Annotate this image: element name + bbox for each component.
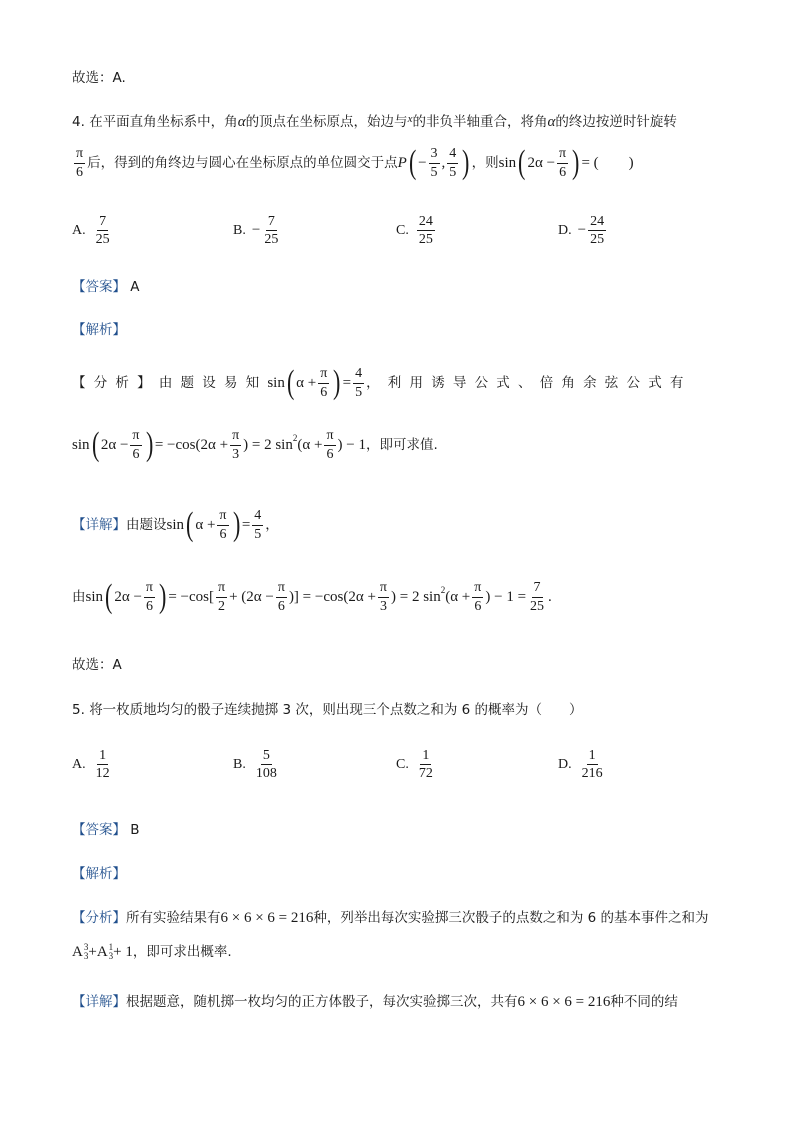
q5-option-a[interactable]: A. $\frac{1}{12}$ <box>72 748 110 782</box>
q5-option-c[interactable]: C. $\frac{1}{72}$ <box>396 748 433 782</box>
q5-xiangjie-line1: 【详解】根据题意，随机掷一枚均匀的正方体骰子，每次实验掷三次，共有6 × 6 × 6 = 216种不同的结 <box>72 994 678 1010</box>
q4-xiangjie-line1: 【详解】由题设sin( α + $\frac{\pi}{6}$ ) = $\frac{4}{5}$ ， <box>72 506 279 543</box>
q5-stem: 5. 将一枚质地均匀的骰子连续抛掷 3 次，则出现三个点数之和为 6 的概率为（ ） <box>72 702 583 718</box>
q4-option-c[interactable]: C. $\frac{24}{25}$ <box>396 214 433 248</box>
q5-option-b[interactable]: B. $\frac{5}{108}$ <box>233 748 277 782</box>
q4-fenxi-line1: 【分析】由题设易知sin( α + $\frac{\pi}{6}$ ) = $\frac{4}{5}$ ，利用诱导公式、倍角余弦公式有 <box>72 364 692 401</box>
frac-pi-6: $\frac{\pi}{6}$ <box>76 146 84 180</box>
q4-number: 4. <box>72 114 85 130</box>
q4-answer: 【答案】 A <box>72 279 140 295</box>
q4-stem-line1: 4. 在平面直角坐标系中，角α的顶点在坐标原点，始边与$^x$的非负半轴重合，将角α的终边按逆时针旋转 <box>72 113 677 130</box>
q5-analysis-heading: 【解析】 <box>72 866 126 882</box>
q4-option-b[interactable]: B. − $\frac{7}{25}$ <box>233 214 279 248</box>
q5-fenxi-line1: 【分析】所有实验结果有6 × 6 × 6 = 216种，列举出每次实验掷三次骰子的点数之和为 6 的基本事件之和为 <box>72 910 709 926</box>
q4-option-a[interactable]: A. $\frac{7}{25}$ <box>72 214 110 248</box>
q4-conclusion: 故选：A <box>72 657 122 673</box>
q4-stem-line2: $\frac{\pi}{6}$ 后，得到的角终边与圆心在坐标原点的单位圆交于点P( − $\frac{3}{5}$ , $\frac{4}{5}$ ) ，则sin( 2α − $\frac{\pi}{6}$ ) = ( ) <box>76 144 634 181</box>
prev-conclusion: 故选：A. <box>72 70 126 86</box>
q4-analysis-heading: 【解析】 <box>72 322 126 338</box>
q5-answer: 【答案】 B <box>72 822 140 838</box>
q4-fenxi-line2: sin( 2α − $\frac{\pi}{6}$ ) = −cos(2α + $\frac{\pi}{3}$ ) = 2 $\sin^2(\alpha$ + $\frac{\pi}{6}$ ) − 1，即可求值. <box>72 426 438 463</box>
q4-option-d[interactable]: D. − $\frac{24}{25}$ <box>558 214 605 248</box>
q5-fenxi-line2: A 3 3 +A 1 3 + 1，即可求出概率. <box>72 942 232 961</box>
q4-xiangjie-line2: 由sin( 2α − $\frac{\pi}{6}$ ) = −cos[ $\frac{\pi}{2}$ + (2α − $\frac{\pi}{6}$ )] = −cos(2α + $\frac{\pi}{3}$ ) = 2 $\sin^2(\alpha$ + $\frac{\pi}{6}$ ) − 1 = $\frac{7}{25}$ . <box>72 578 552 615</box>
q5-option-d[interactable]: D. $\frac{1}{216}$ <box>558 748 603 782</box>
